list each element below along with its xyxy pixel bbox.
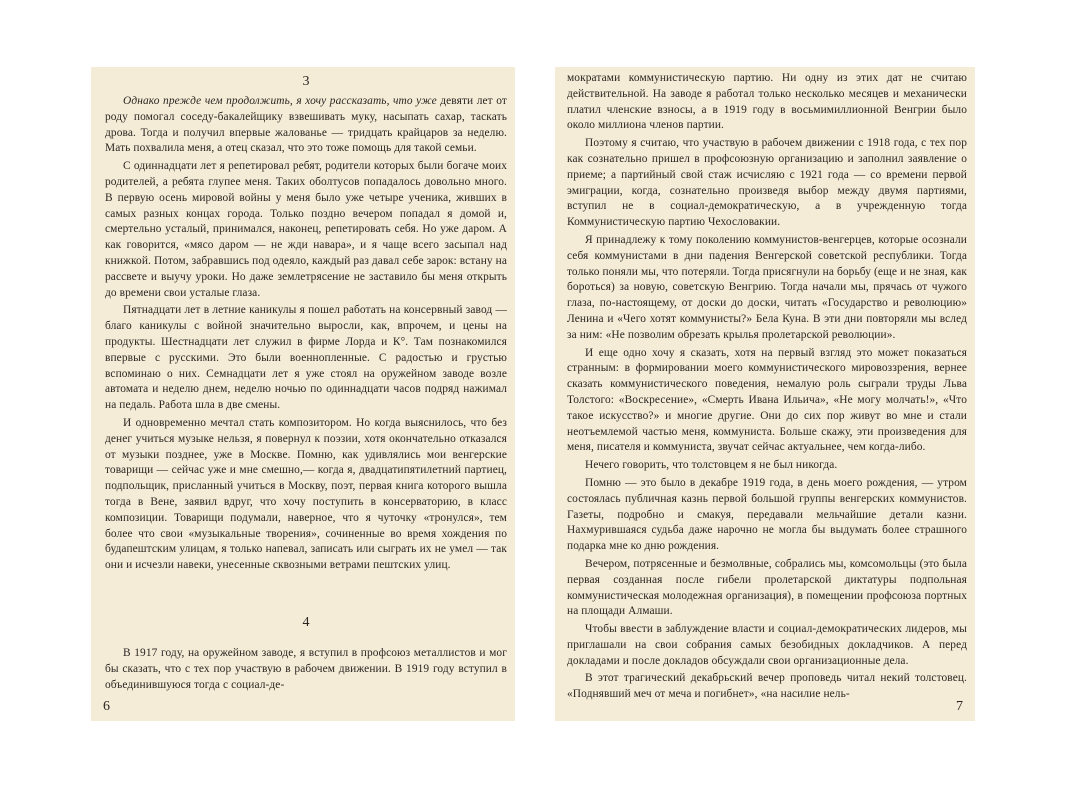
paragraph: Поэтому я считаю, что участвую в рабочем движении с 1918 года, с тех пор как сознательно пришел в профсоюзную организацию и заполнил заявление о приеме; а партийный свой стаж исчисляю с 1921 года — со времени первой эмиграции, когда, сознательно произведя выбор между двумя партиями, вступил не в социал-демократическую, а в учрежденную тогда Коммунистическую партию Чехословакии. xyxy=(567,137,967,229)
paragraph-text: девяти лет от роду помогал соседу-бакалейщику взвешивать муку, насыпать сахар, таскать дрова. Тогда и получил впервые жалованье — тридцать крайцаров за неделю. Мать похвалила меня, а отец сказал, что это тоже помощь для такой семьи. xyxy=(105,95,507,155)
paragraph: В 1917 году, на оружейном заводе, я вступил в профсоюз металлистов и мог бы сказать, что с тех пор участвую в рабочем движении. В 1919 году вступил в объединившуюся тогда с социал-де- xyxy=(105,646,507,691)
paragraph: И одновременно мечтал стать композитором. Но когда выяснилось, что без денег учиться музыке нельзя, я повернул к поэзии, хотя окончательно отказался от музыки позднее, уже в Москве. Помню, как удивлялись мои венгерские товарищи — сейчас уже и мне смешно,— когда я, двадцатипятилетний партиец, подпольщик, присланный учиться в Москву, поэт, первая книга которого вышла тогда в Вене, заявил вдруг, что хочу поступить в консерваторию, в класс композиции. Товарищи подумали, наверное, что я чуточку «тронулся», тем более что свои «музыкальные творения», сочиненные во время хождения по будапештским улицам, я только напевал, записать или сыграть их не умел — так они и исчезли навеки, унесенные сквозными ветрами пештских улиц. xyxy=(105,416,507,572)
page-number: 7 xyxy=(956,699,963,714)
paragraph: Я принадлежу к тому поколению коммунистов-венгерцев, которые осознали себя коммунистами в дни падения Венгерской советской республики. Тогда только поняли мы, что потеряли. Тогда присягнули на борьбу (еще и не зная, как бороться) за новую, советскую Венгрию. Тогда начали мы, прячась от чужого глаза, по-настоящему, от доски до доски, читать «Государство и революцию» Ленина и «Чего хотят коммунисты?» Бела Куна. В эти дни повторяли мы вслед за ним: «Не позволим обрезать крылья пролетарской революции». xyxy=(567,233,967,341)
paragraph: Вечером, потрясенные и безмолвные, собрались мы, комсомольцы (это была первая созданная после гибели пролетарской диктатуры подпольная коммунистическая молодежная организация), в помещении профсоюза портных на площади Алмаши. xyxy=(567,557,967,618)
paragraph: Нечего говорить, что толстовцем я не был никогда. xyxy=(585,459,838,472)
paragraph: Помню — это было в декабре 1919 года, в день моего рождения, — утром состоялась публичная казнь первой большой группы венгерских коммунистов. Газеты, подробно и смакуя, передавали мельчайшие детали казни. Нахмурившаяся судьба даже нарочно не могла бы выдумать более страшного подарка мне ко дню рождения. xyxy=(567,476,967,553)
paragraph: Пятнадцати лет в летние каникулы я пошел работать на консервный завод — благо каникулы с войной значительно выросли, как, впрочем, и цены на продукты. Шестнадцати лет служил в фирме Лорда и К°. Там познакомился впервые с русскими. Это были военнопленные. С радостью и грустью вспоминаю о них. Семнадцати лет я уже стоял на оружейном заводе возле автомата и неделю днем, неделю ночью по одиннадцати часов подряд нажимал на педаль. Работа шла в две смены. xyxy=(105,304,507,412)
paragraph: Чтобы ввести в заблуждение власти и социал-демократических лидеров, мы приглашали на свои собрания самых безобидных докладчиков. А перед докладами и после докладов обсуждали свои организационные дела. xyxy=(567,623,967,667)
paragraph xyxy=(105,94,507,157)
chapter-heading-4: 4 xyxy=(302,614,310,630)
chapter-heading-3: 3 xyxy=(302,74,310,89)
italic-phrase: Однако прежде чем продолжить, я хочу рассказать, что уже xyxy=(123,95,437,107)
right-page xyxy=(555,67,975,721)
paragraph: В этот трагический декабрьский вечер проповедь читал некий толстовец. «Поднявший меч от меча и погибнет», «на насилие нель- xyxy=(567,672,967,701)
paragraph: С одиннадцати лет я репетировал ребят, родители которых были богаче моих родителей, а ребята глупее меня. Таких оболтусов попадалось довольно много. В первую осень мировой войны у меня было уже четыре ученика, живших в самых разных концах города. Только поздно вечером попадал я домой и, смертельно усталый, принимался, наконец, репетировать себя. Но уже даром. А как говорится, «мясо даром — не жди навара», и я чаще всего засыпал над книжкой. Потом, забравшись под одеяло, каждый раз давал себе зарок: встану на рассвете и выучу уроки. Но даже землетрясение не заставило бы меня открыть до времени свои усталые глаза. xyxy=(105,160,507,299)
paragraph: И еще одно хочу я сказать, хотя на первый взгляд это может показаться странным: в формировании моего коммунистического мировоззрения, вернее сказать коммунистического поведения, немалую роль сыграли труды Льва Толстого: «Воскресение», «Смерть Ивана Ильича», «Не могу молчать!», «Что такое искусство?» и многие другие. Они до сих пор живут во мне и стали неотъемлемой частью меня, коммуниста. Больше скажу, эти произведения для меня, писателя и коммуниста, звучат сейчас актуальнее, чем когда-либо. xyxy=(567,346,967,454)
left-page xyxy=(91,67,515,721)
page-number: 6 xyxy=(103,699,110,714)
paragraph: мократами коммунистическую партию. Ни одну из этих дат не считаю действительной. На заводе я работал только несколько месяцев и механически платил членские взносы, а в 1919 году в восьмимиллионной Венгрии было около миллиона членов партии. xyxy=(567,72,967,132)
